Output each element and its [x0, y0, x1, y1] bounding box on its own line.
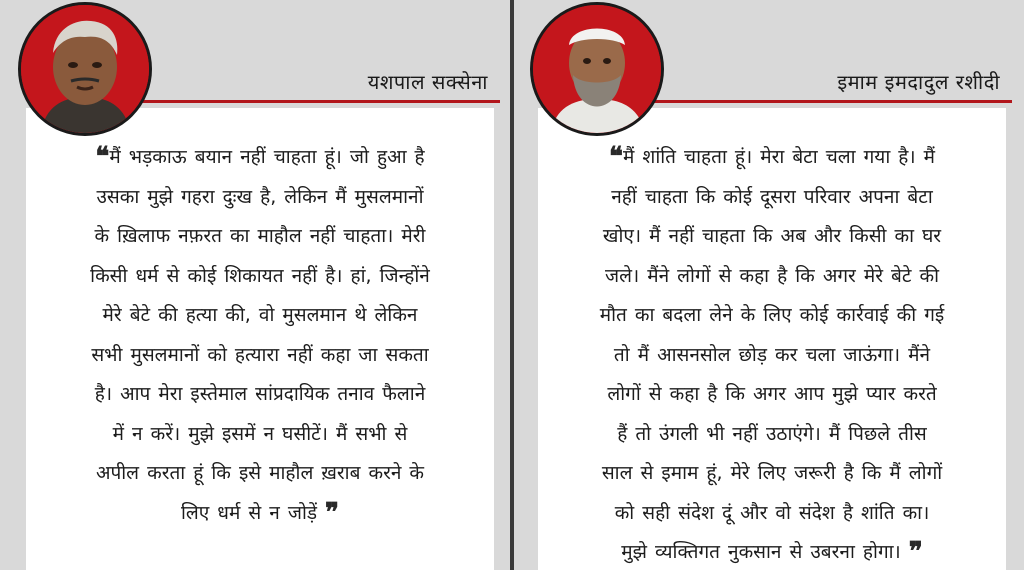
- open-quote-mark: ❝: [609, 142, 623, 172]
- quote-text: [552, 138, 992, 570]
- quote-line: के ख़िलाफ नफ़रत का माहौल नहीं चाहता। मेरी: [94, 225, 426, 247]
- quote-line: किसी धर्म से कोई शिकायत नहीं है। हां, जिन्होंने: [90, 264, 430, 287]
- header-rule: [642, 100, 1012, 103]
- quote-line: मेरे बेटे की हत्या की, वो मुसलमान थे लेकिन: [102, 304, 418, 326]
- close-quote-mark: ❞: [908, 537, 923, 567]
- quote-line: ❝मैं शांति चाहता हूं। मेरा बेटा चला गया है। मैं: [609, 142, 935, 172]
- header-rule: [130, 100, 500, 103]
- quote-line: जले। मैंने लोगों से कहा है कि अगर मेरे बेटे की: [604, 264, 939, 287]
- quote-panel-left: [10, 0, 500, 570]
- quote-line: खोए। मैं नहीं चाहता कि अब और किसी का घर: [602, 225, 942, 247]
- quote-line: साल से इमाम हूं, मेरे लिए जरूरी है कि मैं लोगों: [601, 462, 943, 484]
- speaker-name: यशपाल सक्सेना: [367, 70, 488, 94]
- quote-panel-right: [522, 0, 1012, 570]
- speaker-photo: [18, 2, 152, 136]
- quote-line: उसका मुझे गहरा दुःख है, लेकिन मैं मुसलमानों: [96, 185, 424, 208]
- portrait-icon: [21, 5, 149, 133]
- speaker-name: इमाम इमदादुल रशीदी: [837, 70, 1000, 94]
- quote-card: [26, 108, 494, 570]
- quote-card: [538, 108, 1006, 570]
- speaker-photo: [530, 2, 664, 136]
- quote-line: अपील करता हूं कि इसे माहौल ख़राब करने के: [95, 462, 425, 484]
- quote-line: हैं तो उंगली भी नहीं उठाएंगे। मैं पिछले तीस: [617, 422, 927, 445]
- close-quote-mark: ❞: [325, 497, 340, 528]
- quote-line: है। आप मेरा इस्तेमाल सांप्रदायिक तनाव फैलाने: [94, 383, 426, 405]
- quote-line: सभी मुसलमानों को हत्यारा नहीं कहा जा सकता: [91, 343, 429, 366]
- quote-line: तो मैं आसनसोल छोड़ कर चला जाऊंगा। मैंने: [613, 343, 931, 366]
- quote-text: [40, 138, 480, 533]
- quote-line: को सही संदेश दूं और वो संदेश है शांति का।: [614, 501, 930, 524]
- quote-line: नहीं चाहता कि कोई दूसरा परिवार अपना बेटा: [611, 185, 933, 208]
- quote-line: मुझे व्यक्तिगत नुकसान से उबरना होगा। ❞: [621, 537, 923, 567]
- quote-line: ❝मैं भड़काऊ बयान नहीं चाहता हूं। जो हुआ है: [95, 142, 425, 172]
- quote-line: मौत का बदला लेने के लिए कोई कार्रवाई की गई: [599, 304, 945, 326]
- column-divider: [510, 0, 514, 570]
- quote-line: लोगों से कहा है कि अगर आप मुझे प्यार करते: [607, 383, 937, 405]
- quote-line: लिए धर्म से न जोड़ें ❞: [180, 497, 340, 528]
- quote-line: में न करें। मुझे इसमें न घसीटें। मैं सभी से: [112, 422, 408, 445]
- open-quote-mark: ❝: [95, 142, 110, 172]
- portrait-icon: [533, 5, 661, 133]
